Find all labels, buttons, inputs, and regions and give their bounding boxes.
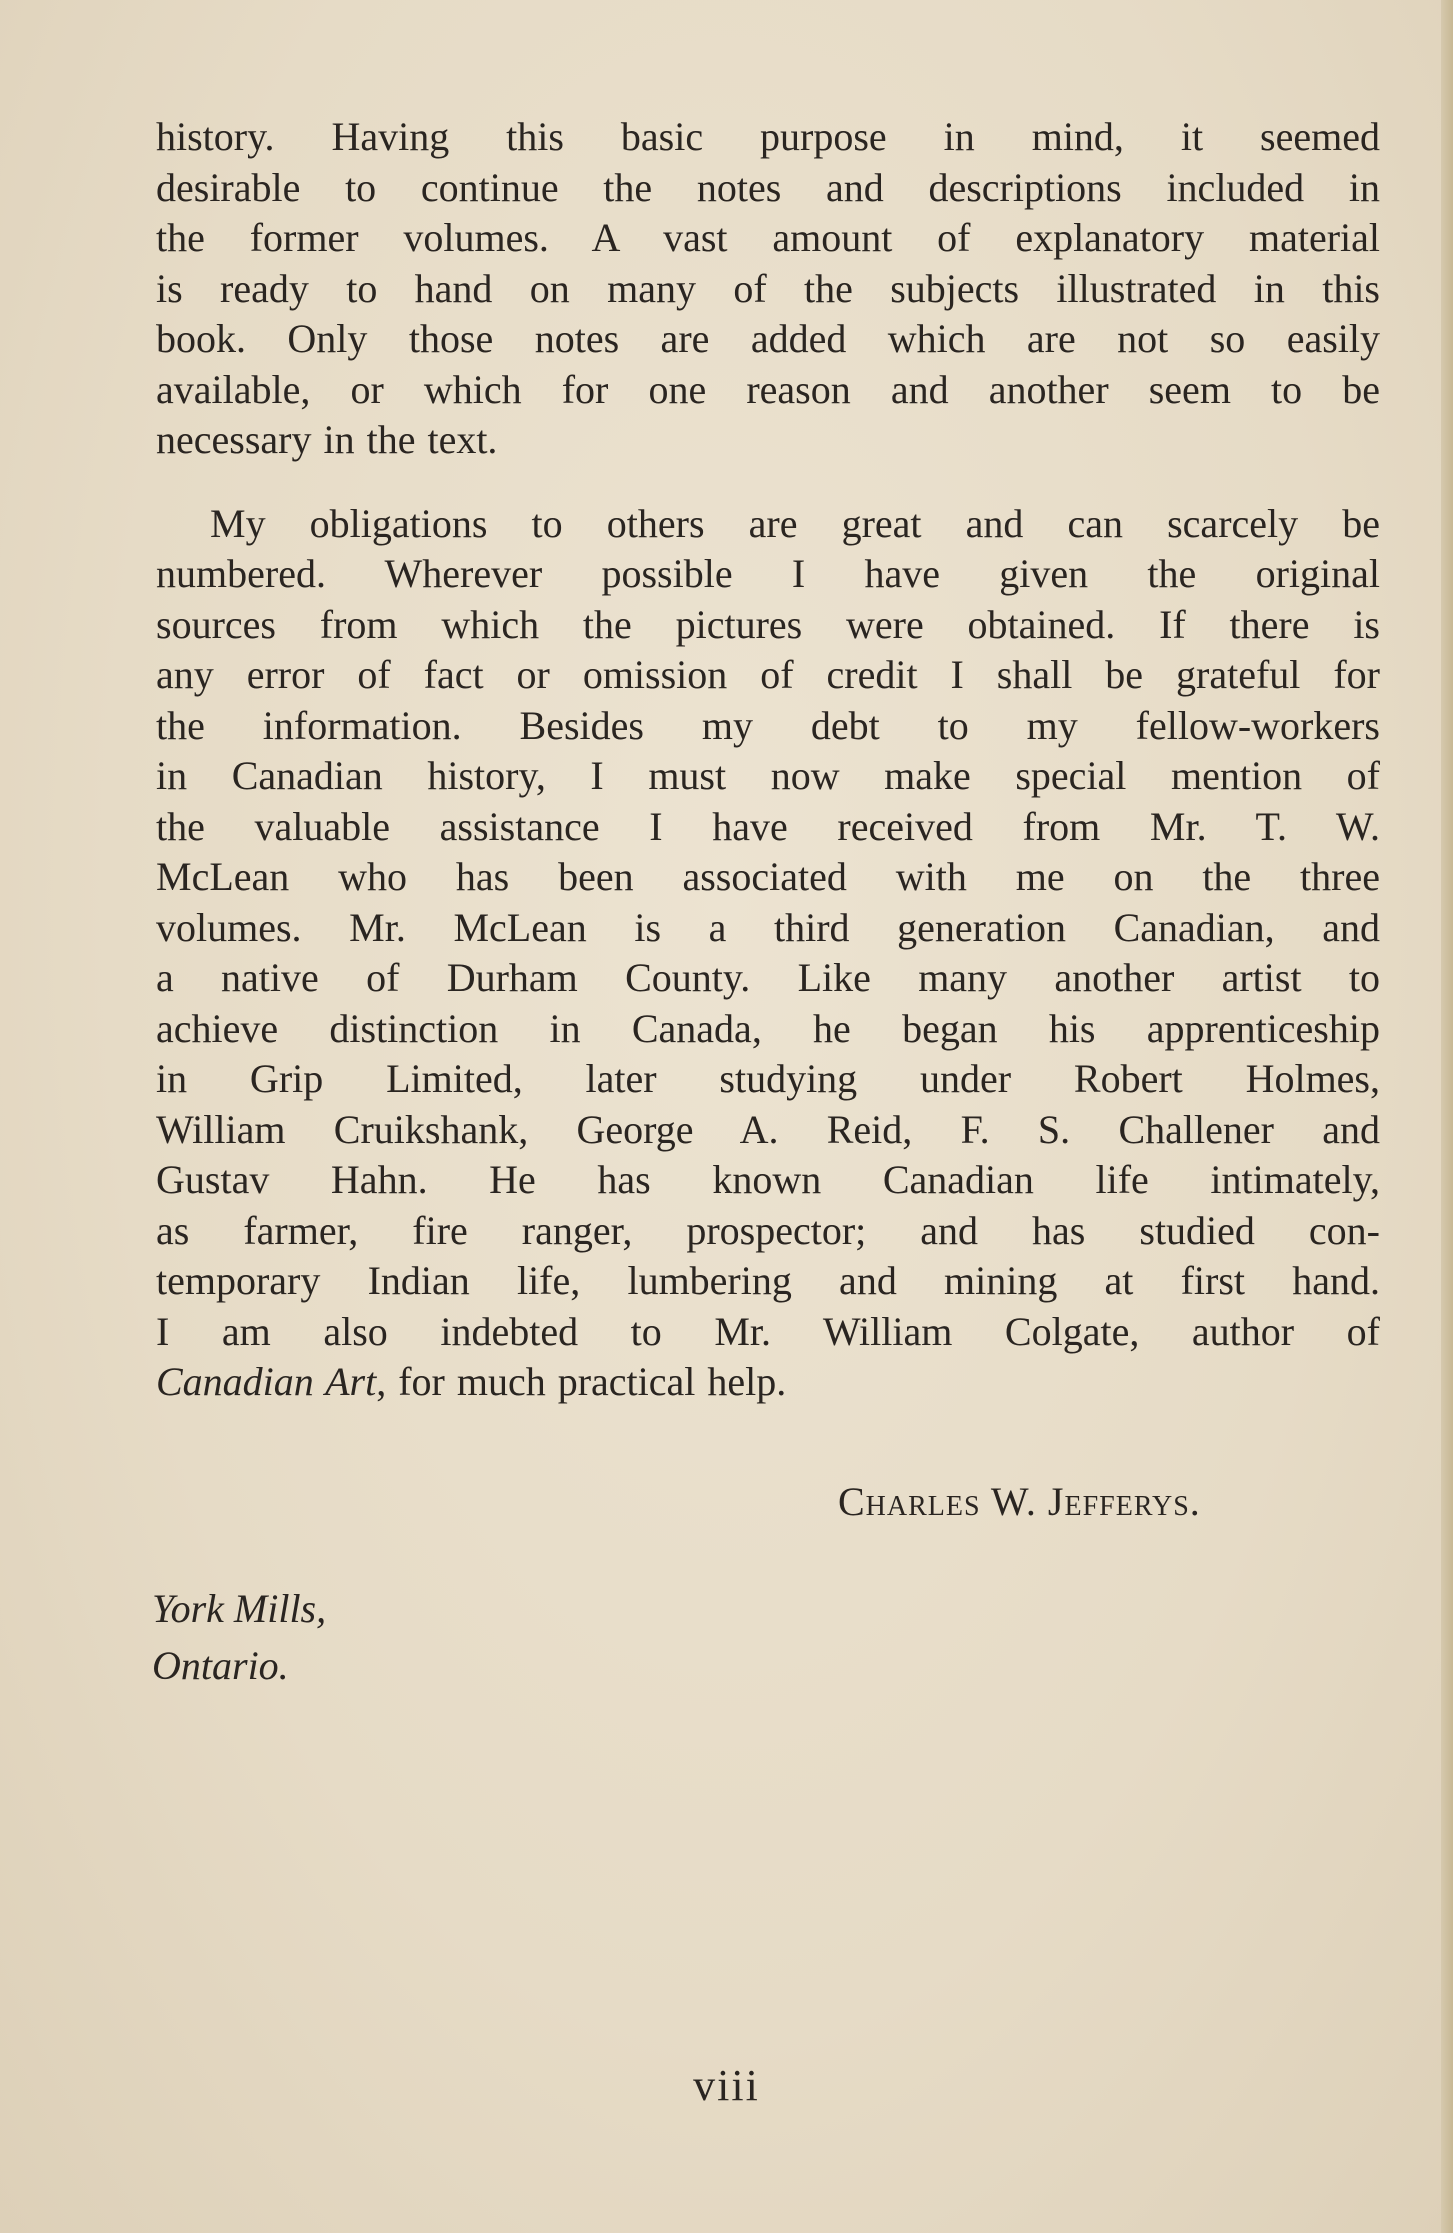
text-line: numbered. Wherever possible I have given the original [156,551,1380,596]
text-line: My obligations to others are great and can scarcely be [210,500,1380,546]
paragraph-1 [156,112,1380,466]
text-line: temporary Indian life, lumbering and mining at first hand. [156,1258,1380,1303]
text-line-final [156,1357,1380,1408]
text-line: is ready to hand on many of the subjects illustrated in this [156,265,1380,311]
text-line: achieve distinction in Canada, he began his apprenticeship [156,1005,1380,1051]
text-line: I am also indebted to Mr. William Colgate, author of [156,1308,1380,1354]
author-signature: Charles W. Jefferys. [838,1479,1201,1524]
text-line: any error of fact or omission of credit I shall be grateful for [156,652,1380,697]
book-title: Canadian Art [156,1359,377,1404]
text-line: in Canadian history, I must now make special mention of [156,753,1380,798]
text-line: sources from which the pictures were obtained. If there is [156,601,1380,647]
text-line: a native of Durham County. Like many another artist to [156,955,1380,1000]
text-line: the valuable assistance I have received from Mr. T. W. [156,803,1380,849]
text-line: necessary in the text. [156,417,498,462]
text-line: book. Only those notes are added which are not so easily [156,316,1380,361]
text-line: in Grip Limited, later studying under Robert Holmes, [156,1056,1380,1101]
text-line: William Cruikshank, George A. Reid, F. S. Challener and [156,1106,1380,1152]
text-line: the information. Besides my debt to my fellow-workers [156,702,1380,748]
paragraph-2 [156,499,1380,1408]
text-line: Gustav Hahn. He has known Canadian life intimately, [156,1157,1380,1202]
text-line: the former volumes. A vast amount of explanatory material [156,215,1380,260]
text-fragment: , for much practical help. [376,1359,787,1404]
text-line: as farmer, fire ranger, prospector; and has studied con- [156,1207,1380,1253]
text-line: volumes. Mr. McLean is a third generation Canadian, and [156,904,1380,950]
text-line: McLean who has been associated with me on the three [156,854,1380,899]
text-line: history. Having this basic purpose in mind, it seemed [156,114,1380,159]
body-text [156,112,1380,1408]
text-line: available, or which for one reason and another seem to be [156,366,1380,412]
text-line: desirable to continue the notes and descriptions included in [156,164,1380,210]
place-line [152,1580,326,1694]
place-province: Ontario. [152,1643,289,1688]
page-edge [1441,0,1453,2233]
page-number: viii [693,2061,760,2110]
place-city: York Mills, [152,1586,327,1631]
